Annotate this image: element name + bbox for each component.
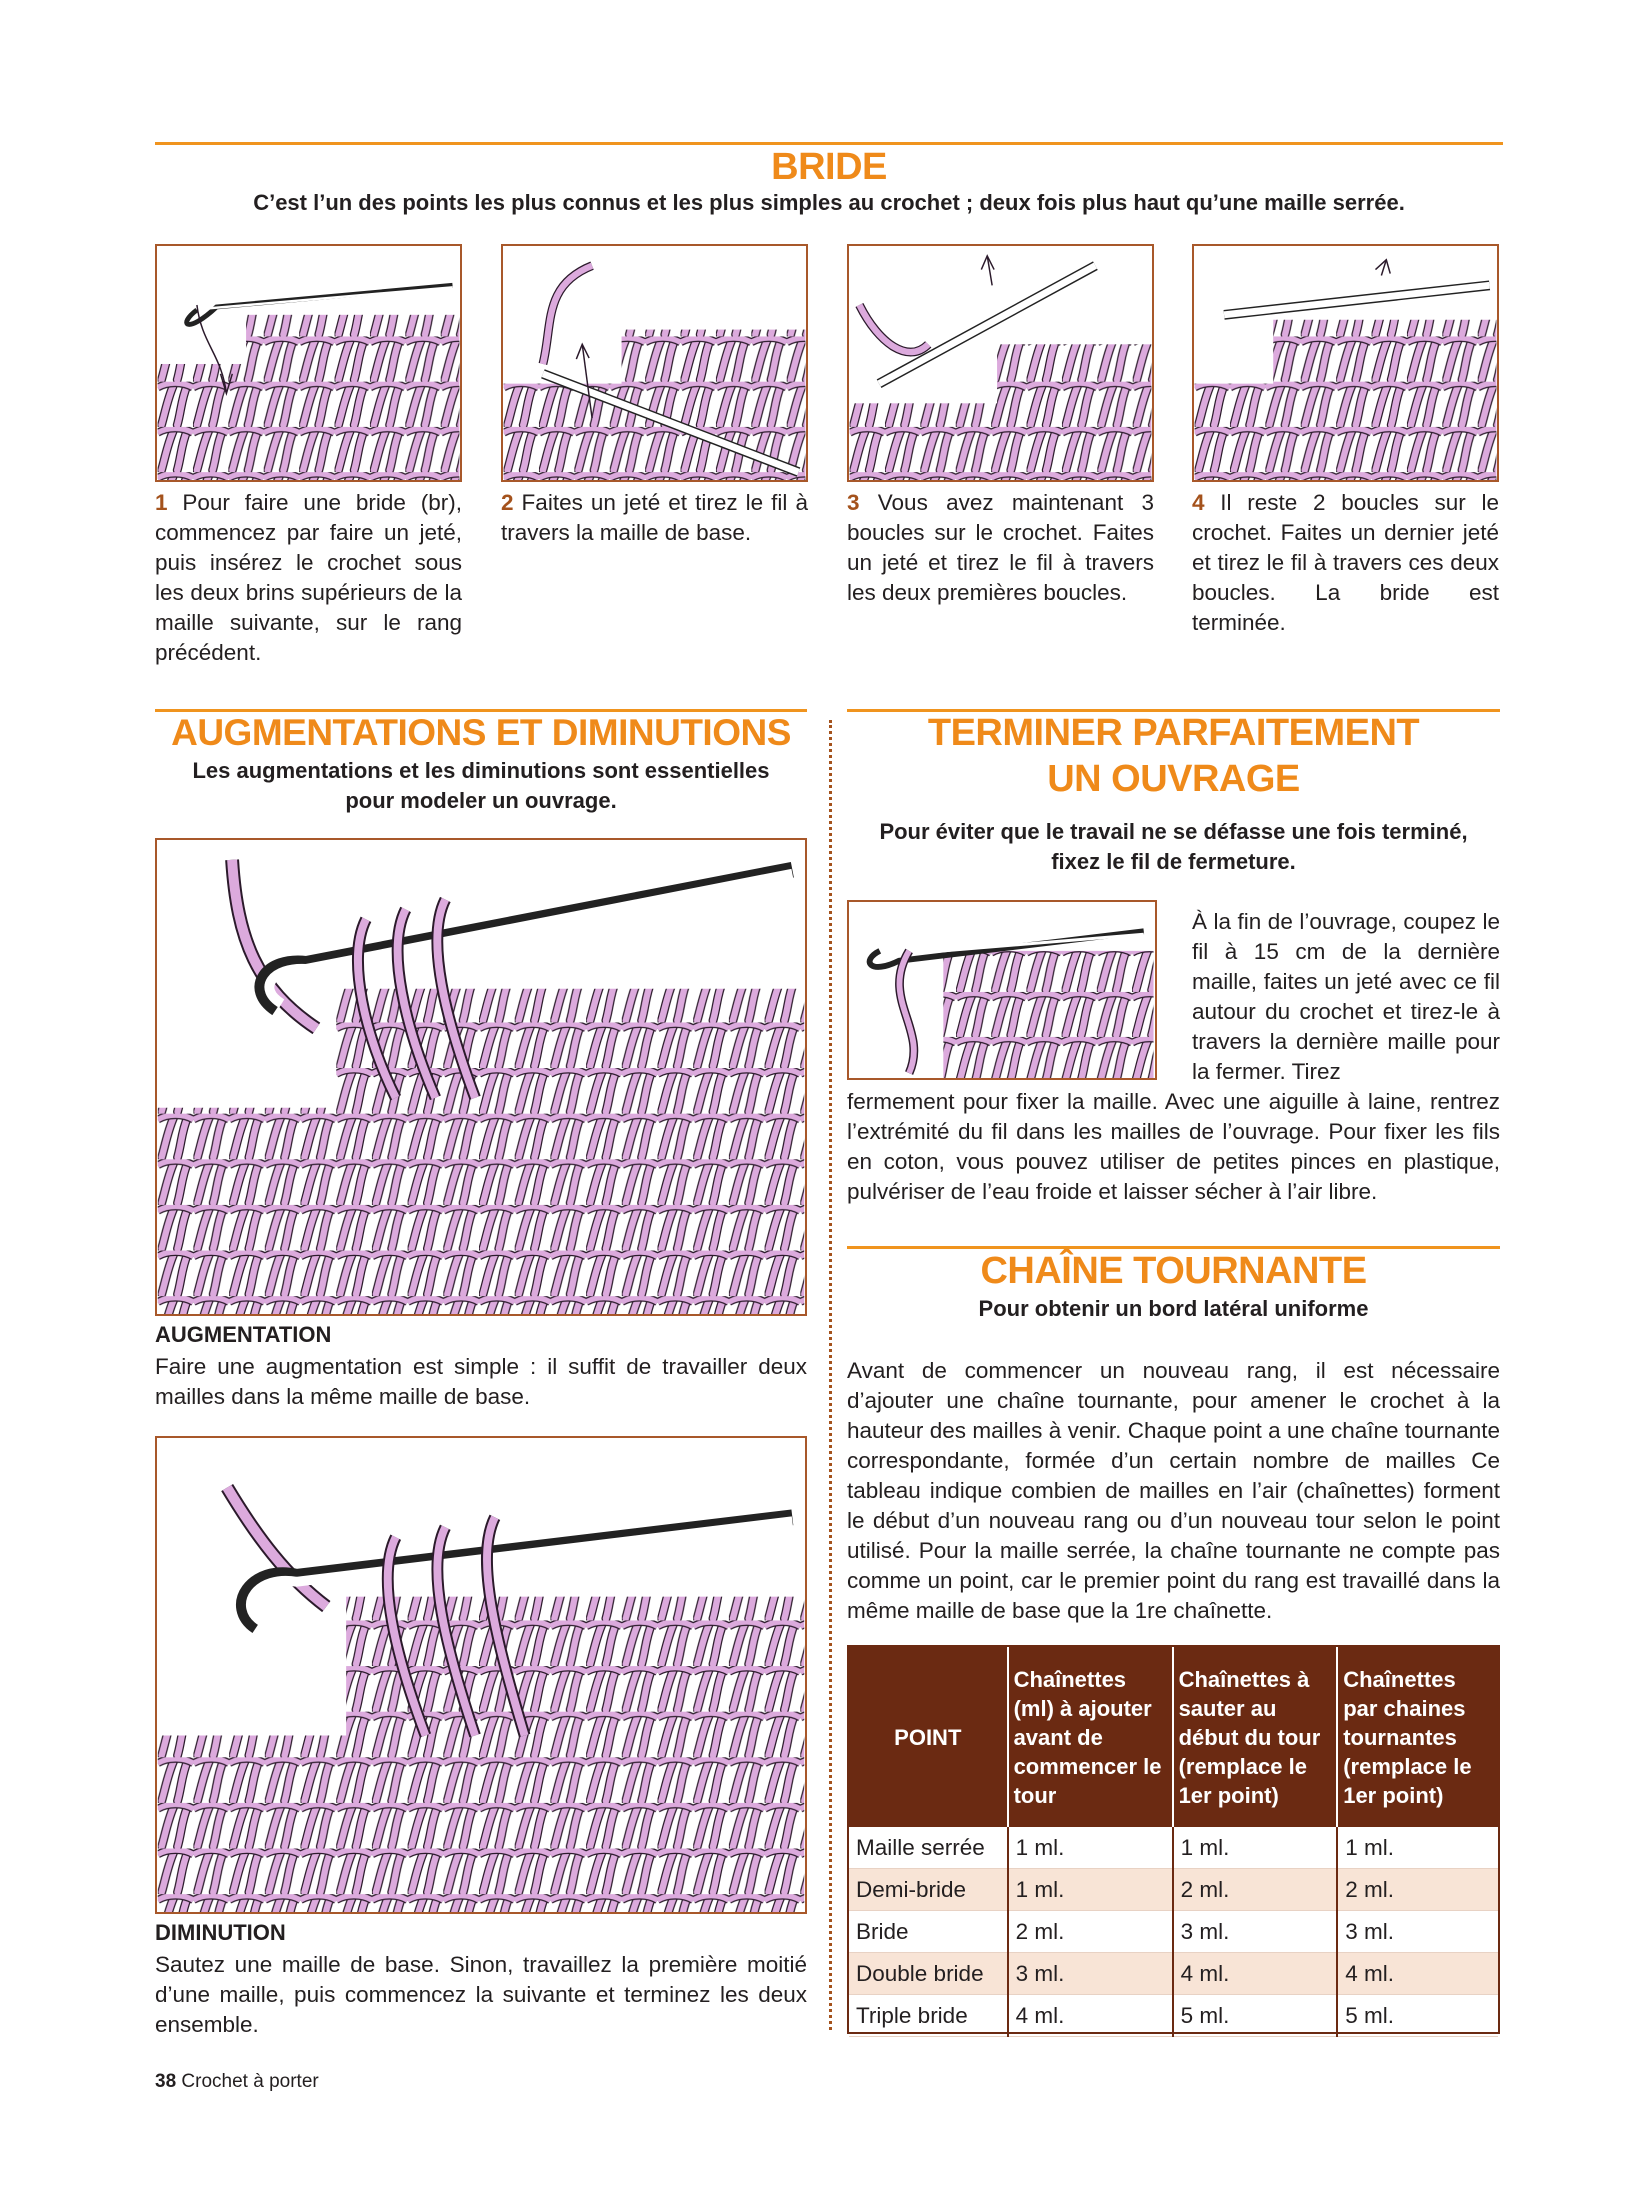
chaine-subtitle: Pour obtenir un bord latéral uniforme xyxy=(978,1296,1369,1321)
bride-step-1-illustration xyxy=(155,244,462,482)
step-text: Pour faire une bride (br), commencez par faire un jeté, puis insérez le crochet sous les deux brins supérieurs de la maille suivante, sur le rang précédent. xyxy=(155,490,462,665)
chaine-top-rule xyxy=(847,1246,1500,1249)
table-cell: Demi-bride xyxy=(849,1869,1008,1911)
augmentations-subtitle-2: pour modeler un ouvrage. xyxy=(345,788,617,813)
step-text: Faites un jeté et tirez le fil à travers la maille de base. xyxy=(501,490,808,545)
chaine-text: Avant de commencer un nouveau rang, il est nécessaire d’ajouter une chaîne tournante, pour amener le crochet à la hauteur des mailles à venir. Chaque point a une chaîne tournante correspondante, formée d’un certain nombre de mailles Ce tableau indique combien de mailles en l’air (chaînettes) forment le début d’un nouveau rang ou d’un nouveau tour selon le point utilisé. Pour la maille serrée, la chaîne tournante ne compte pas comme un point, car le premier point du rang est travaillé dans la même maille de base que la 1re chaînette. xyxy=(847,1358,1500,1623)
table-header: POINT xyxy=(849,1647,1008,1827)
table-cell: 2 ml. xyxy=(1008,1911,1173,1953)
bride-step-3-text xyxy=(847,488,1154,608)
table-cell: 4 ml. xyxy=(1173,1953,1338,1995)
page-footer xyxy=(155,2071,319,2093)
table-cell: 1 ml. xyxy=(1337,1827,1498,1869)
table-cell: 2 ml. xyxy=(1173,1869,1338,1911)
terminer-text-right: À la fin de l’ouvrage, coupez le fil à 15 cm de la dernière maille, faites un jeté avec ce fil autour du crochet et tirez-le à travers la dernière maille pour la fermer. Tirez xyxy=(1192,909,1500,1084)
table-row xyxy=(849,1953,1498,1995)
table-cell: 1 ml. xyxy=(1173,1827,1338,1869)
step-text: Il reste 2 boucles sur le crochet. Faites un dernier jeté et tirez le fil à travers ces deux boucles. La bride est terminée. xyxy=(1192,490,1499,635)
bride-top-rule xyxy=(155,142,1503,145)
step-text: Vous avez maintenant 3 boucles sur le crochet. Faites un jeté et tirez le fil à travers les deux premières boucles. xyxy=(847,490,1154,605)
terminer-title-1: TERMINER PARFAITEMENT xyxy=(927,712,1420,754)
table-header: Chaînettes par chaines tournantes (remplace le 1er point) xyxy=(1337,1647,1498,1827)
terminer-illustration xyxy=(847,900,1157,1080)
augmentation-text: Faire une augmentation est simple : il suffit de travailler deux mailles dans la même maille de base. xyxy=(155,1354,807,1409)
table-cell: 5 ml. xyxy=(1337,1995,1498,2037)
augmentations-title: AUGMENTATIONS ET DIMINUTIONS xyxy=(171,712,791,753)
table-row xyxy=(849,1827,1498,1869)
terminer-title-2: UN OUVRAGE xyxy=(1047,758,1300,800)
terminer-subtitle-2: fixez le fil de fermeture. xyxy=(1051,849,1296,874)
table-cell: Maille serrée xyxy=(849,1827,1008,1869)
bride-step-2-text xyxy=(501,488,808,548)
bride-step-4-illustration xyxy=(1192,244,1499,482)
table-cell: 5 ml. xyxy=(1173,1995,1338,2037)
step-number: 3 xyxy=(847,490,860,515)
magazine-name: Crochet à porter xyxy=(181,2071,319,2092)
table-cell: 3 ml. xyxy=(1008,1953,1173,1995)
table-cell: 1 ml. xyxy=(1008,1827,1173,1869)
table-cell: 4 ml. xyxy=(1008,1995,1173,2037)
table-row xyxy=(849,1995,1498,2037)
bride-step-3-illustration xyxy=(847,244,1154,482)
table-cell: 4 ml. xyxy=(1337,1953,1498,1995)
step-number: 4 xyxy=(1192,490,1205,515)
table-row xyxy=(849,1869,1498,1911)
table-cell: 2 ml. xyxy=(1337,1869,1498,1911)
bride-step-1-text xyxy=(155,488,462,668)
chaine-table xyxy=(849,1647,1498,2037)
augmentation-label: AUGMENTATION xyxy=(155,1322,332,1347)
chaine-title: CHAÎNE TOURNANTE xyxy=(980,1250,1367,1292)
bride-subtitle: C’est l’un des points les plus connus et les plus simples au crochet ; deux fois plus haut qu’une maille serrée. xyxy=(253,190,1405,215)
bride-title: BRIDE xyxy=(771,146,887,188)
diminution-label: DIMINUTION xyxy=(155,1920,286,1945)
diminution-text: Sautez une maille de base. Sinon, travaillez la première moitié d’une maille, puis commencez la suivante et terminez les deux ensemble. xyxy=(155,1952,807,2037)
augmentations-subtitle-1: Les augmentations et les diminutions sont essentielles xyxy=(192,758,770,783)
table-cell: Bride xyxy=(849,1911,1008,1953)
column-divider xyxy=(829,720,832,2030)
table-header: Chaînettes (ml) à ajouter avant de commencer le tour xyxy=(1008,1647,1173,1827)
terminer-text-full: fermement pour fixer la maille. Avec une aiguille à laine, rentrez l’extrémité du fil dans les mailles de l’ouvrage. Pour fixer les fils en coton, vous pouvez utiliser de petites pinces en plastique, pulvériser de l’eau froide et laisser sécher à l’air libre. xyxy=(847,1089,1500,1204)
terminer-subtitle-1: Pour éviter que le travail ne se défasse une fois terminé, xyxy=(879,819,1468,844)
table-header: Chaînettes à sauter au début du tour (remplace le 1er point) xyxy=(1173,1647,1338,1827)
bride-step-2-illustration xyxy=(501,244,808,482)
table-cell: Triple bride xyxy=(849,1995,1008,2037)
table-cell: Double bride xyxy=(849,1953,1008,1995)
table-cell: 3 ml. xyxy=(1337,1911,1498,1953)
table-cell: 1 ml. xyxy=(1008,1869,1173,1911)
step-number: 1 xyxy=(155,490,168,515)
step-number: 2 xyxy=(501,490,514,515)
page-number: 38 xyxy=(155,2071,177,2092)
table-cell: 3 ml. xyxy=(1173,1911,1338,1953)
table-row xyxy=(849,1911,1498,1953)
diminution-illustration xyxy=(155,1436,807,1914)
augmentation-illustration xyxy=(155,838,807,1316)
bride-step-4-text xyxy=(1192,488,1499,638)
